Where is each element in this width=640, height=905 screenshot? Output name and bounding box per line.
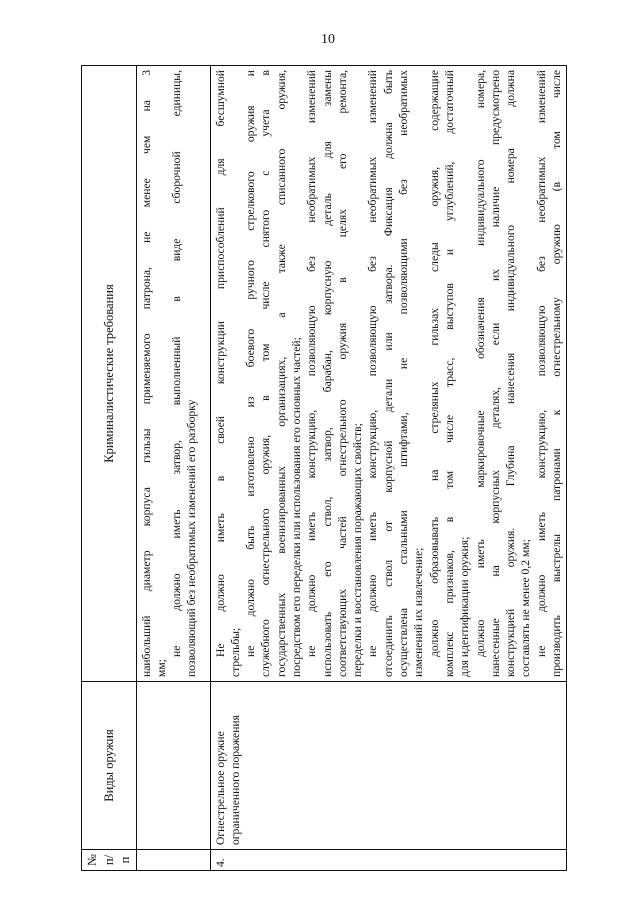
row-kind: Огнестрельное оружие ограниченного поражения	[210, 682, 567, 850]
req-line: должно образовывать на стреляных гильзах следы оружия, содержащие	[427, 70, 441, 657]
req-line: наибольший диаметр корпуса гильзы применяемого патрона, не менее чем на 3	[139, 70, 153, 677]
req-line: стрельбы;	[228, 627, 242, 677]
requirements-table	[81, 65, 567, 871]
req-line: использовать его ствол, затвор, барабан, корпусную деталь для замены	[320, 70, 334, 677]
req-line: конструкцией оружия. Глубина нанесения индивидуального номера должна	[504, 70, 518, 677]
req-line: не должно иметь конструкцию, позволяющую без необратимых изменений	[366, 70, 380, 657]
row-requirements	[136, 66, 210, 682]
req-line: соответствующих частей огнестрельного оружия в целях его ремонта,	[335, 70, 349, 677]
table-row	[210, 66, 567, 871]
row-num	[136, 850, 210, 871]
req-line: служебного огнестрельного оружия, в том числе снятого с учета в	[259, 70, 273, 677]
req-line: государственных военизированных организациях, а также списанного оружия,	[274, 70, 288, 677]
row-num: 4.	[210, 850, 567, 871]
req-line: Не должно иметь в своей конструкции приспособлений для бесшумной	[213, 70, 227, 657]
table-header-row	[82, 66, 137, 871]
req-line: комплекс признаков, в том числе трасс, выступов и углублений, достаточный	[442, 70, 456, 677]
req-line: отсоединить ствол от корпусной детали или затвора. Фиксация должна быть	[381, 70, 395, 677]
req-line: не должно иметь затвор, выполненный в виде сборочной единицы,	[170, 70, 184, 657]
req-line: посредством его переделки или использования его основных частей;	[289, 337, 303, 677]
page-number: 10	[321, 32, 335, 47]
req-line: не должно быть изготовлено из боевого ручного стрелкового оружия и	[244, 70, 258, 657]
req-line: производить выстрелы патронами к огнестрельному оружию (в том числе	[550, 70, 564, 677]
req-line: позволяющий без необратимых изменений его разборку	[185, 399, 199, 677]
req-line: переделки и восстановления поражающих свойств;	[351, 423, 365, 677]
req-line: составлять не менее 0,2 мм;	[519, 539, 533, 677]
header-requirements: Криминалистические требования	[82, 66, 137, 682]
table-row	[136, 66, 210, 871]
row-requirements	[210, 66, 567, 682]
req-line: должно иметь маркировочные обозначения индивидуального номера,	[473, 70, 487, 657]
header-num: № п/п	[82, 850, 137, 871]
req-line: не должно иметь конструкцию, позволяющую без необратимых изменений	[305, 70, 319, 657]
header-kind: Виды оружия	[82, 682, 137, 850]
req-line: нанесенные на корпусных деталях, если их наличие предусмотрено	[488, 70, 502, 677]
rotated-table-container	[81, 66, 563, 871]
req-line: изменений их извлечение;	[412, 547, 426, 677]
req-line: осуществлена стальными штифтами, не позволяющими без необратимых	[397, 70, 411, 677]
row-kind	[136, 682, 210, 850]
req-line: не должно иметь конструкцию, позволяющую без необратимых изменений	[534, 70, 548, 657]
req-line: мм;	[154, 659, 168, 677]
req-line: для идентификации оружия;	[458, 536, 472, 677]
